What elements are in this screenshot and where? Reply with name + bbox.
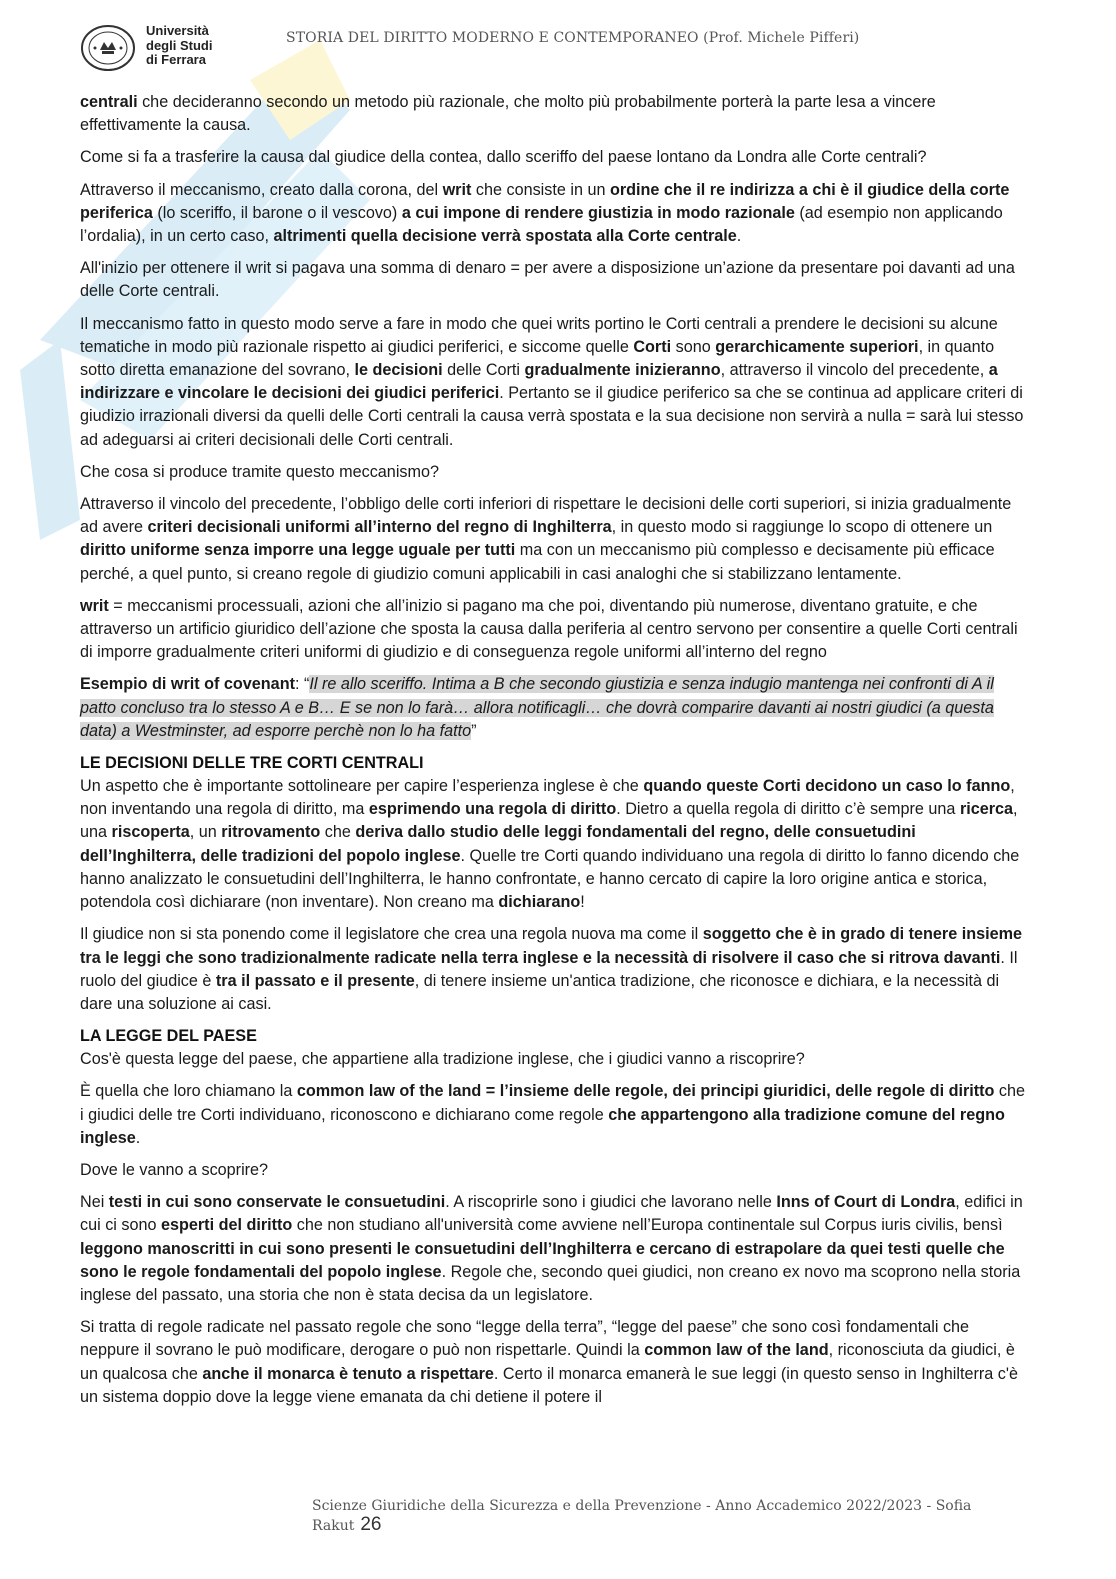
paragraph: All'inizio per ottenere il writ si pagava una somma di denaro = per avere a disposizione un’azione da presentare poi davanti ad una delle Corte centrali. (80, 259, 1015, 301)
section-heading: LA LEGGE DEL PAESE (80, 1027, 257, 1046)
paragraph: Il giudice non si sta ponendo come il legislatore che crea una regola nuova ma come il soggetto che è in grado di tenere insieme tra le leggi che sono tradizionalmente radicate nella terra inglese e la necessità di risolvere il caso che si ritrova davanti. Il ruolo del giudice è tra il passato e il presente, di tenere insieme un'antica tradizione, che riconosce e dichiara, e la necessità di dare una soluzione ai casi. (80, 925, 1023, 1013)
university-name: Università degli Studi di Ferrara (146, 23, 213, 67)
paragraph: Come si fa a trasferire la causa dal giudice della contea, dallo sceriffo del paese lontano da Londra alle Corte centrali? (80, 148, 927, 167)
paragraph: È quella che loro chiamano la common law of the land = l’insieme delle regole, dei principi giuridici, delle regole di diritto che i giudici delle tre Corti individuano, riconoscono e dichiarano come regole che appartengono alla tradizione comune del regno inglese. (80, 1082, 1026, 1147)
writ-example: Esempio di writ of covenant: “Il re allo sceriffo. Intima a B che secondo giustizia e senza indugio mantenga nei confronti di A il patto concluso tra lo stesso A e B… E se non lo farà… allora notificagli… che dovrà comparire davanti ai nostri giudici (a questa data) a Westminster, ad esporre perchè non lo ha fatto” (80, 675, 994, 740)
university-seal-icon (80, 24, 136, 72)
section-heading: LE DECISIONI DELLE TRE CORTI CENTRALI (80, 754, 424, 773)
paragraph: Dove le vanno a scoprire? (80, 1160, 269, 1179)
paragraph: Attraverso il meccanismo, creato dalla corona, del writ che consiste in un ordine che il re indirizza a chi è il giudice della corte periferica (lo sceriffo, il barone o il vescovo) a cui impone di rendere giustizia in modo razionale (ad esempio non applicando l’ordalia), in un certo caso, altrimenti quella decisione verrà spostata alla Corte centrale. (80, 180, 1010, 246)
paragraph: Che cosa si produce tramite questo meccanismo? (80, 462, 439, 481)
page-content (80, 91, 1030, 1418)
page-footer (312, 1498, 1032, 1536)
running-title: STORIA DEL DIRITTO MODERNO E CONTEMPORANEO (Prof. Michele Pifferi) (286, 30, 860, 46)
paragraph: writ = meccanismi processuali, azioni che all’inizio si pagano ma che poi, diventando più numerose, diventano gratuite, e che attraverso un artificio giuridico dell’azione che sposta la causa dalla periferia al centro servono per consentire a quelle Corti centrali di imporre gradualmente criteri uniformi di giudizio e di conseguenza regole uniformi all’interno del regno (80, 596, 1018, 662)
paragraph: centrali che decideranno secondo un metodo più razionale, che molto più probabilmente porterà la parte lesa a vincere effettivamente la causa. (80, 93, 936, 135)
paragraph: Cos'è questa legge del paese, che appartiene alla tradizione inglese, che i giudici vanno a riscoprire? (80, 1050, 805, 1069)
paragraph: Nei testi in cui sono conservate le consuetudini. A riscoprirle sono i giudici che lavorano nelle Inns of Court di Londra, edifici in cui ci sono esperti del diritto che non studiano all'università come avviene nell’Europa continentale sul Corpus iuris civilis, bensì leggono manoscritti in cui sono presenti le consuetudini dell’Inghilterra e cercano di estrapolare da quei testi quelle che sono le regole fondamentali del popolo inglese. Regole che, secondo quei giudici, non creano ex novo ma scoprono nella storia inglese del passato, una storia che non è stata decisa da un legislatore. (80, 1193, 1023, 1304)
paragraph: Attraverso il vincolo del precedente, l’obbligo delle corti inferiori di rispettare le decisioni delle corti superiori, si inizia gradualmente ad avere criteri decisionali uniformi all’interno del regno di Inghilterra, in questo modo si raggiunge lo scopo di ottenere un diritto uniforme senza imporre una legge uguale per tutti ma con un meccanismo più complesso e decisamente più efficace perché, a quel punto, si creano regole di giudizio comuni applicabili in casi analoghi che si stabilizzano lentamente. (80, 495, 1012, 583)
university-logo (80, 24, 230, 72)
paragraph: Il meccanismo fatto in questo modo serve a fare in modo che quei writs portino le Corti centrali a prendere le decisioni su alcune tematiche in modo più razionale rispetto ai giudici periferici, e siccome quelle Corti sono gerarchicamente superiori, in quanto sotto diretta emanazione del sovrano, le decisioni delle Corti gradualmente inizieranno, attraverso il vincolo del precedente, a indirizzare e vincolare le decisioni dei giudici periferici. Pertanto se il giudice periferico sa che se continua ad applicare criteri di giudizio irrazionali diversi da quelli delle Corti centrali la causa verrà spostata e la sua decisione non servirà a nulla = sarà lui stesso ad adeguarsi ai criteri decisionali delle Corti centrali. (80, 314, 1024, 449)
paragraph: Un aspetto che è importante sottolineare per capire l’esperienza inglese è che quando queste Corti decidono un caso lo fanno, non inventando una regola di diritto, ma esprimendo una regola di diritto. Dietro a quella regola di diritto c’è sempre una ricerca, una riscoperta, un ritrovamento che deriva dallo studio delle leggi fondamentali del regno, delle consuetudini dell’Inghilterra, delle tradizioni del popolo inglese. Quelle tre Corti quando individuano una regola di diritto lo fanno dicendo che hanno analizzato le consuetudini dell’Inghilterra, le hanno confrontate, e hanno cercato di capire la loro origine antica e storica, potendola così dichiarare (non inventare). Non creano ma dichiarano! (80, 777, 1020, 912)
footer-text: Scienze Giuridiche della Sicurezza e della Prevenzione - Anno Accademico 2022/2023 - Sofia Rakut (312, 1498, 972, 1534)
paragraph: Si tratta di regole radicate nel passato regole che sono “legge della terra”, “legge del paese” che sono così fondamentali che neppure il sovrano le può modificare, derogare o può non rispettarle. Quindi la common law of the land, riconosciuta da giudici, è un qualcosa che anche il monarca è tenuto a rispettare. Certo il monarca emanerà le sue leggi (in questo senso in Inghilterra c'è un sistema doppio dove la legge viene emanata da chi detiene il potere il (80, 1318, 1018, 1406)
page-header (80, 24, 1040, 72)
page-number: 26 (360, 1514, 382, 1535)
highlighted-quote: Il re allo sceriffo. Intima a B che secondo giustizia e senza indugio mantenga nei confronti di A il patto concluso tra lo stesso A e B… E se non lo farà… allora notificagli… che dovrà comparire davanti ai nostri giudici (a questa data) a Westminster, ad esporre perchè non lo ha fatto (80, 675, 994, 740)
